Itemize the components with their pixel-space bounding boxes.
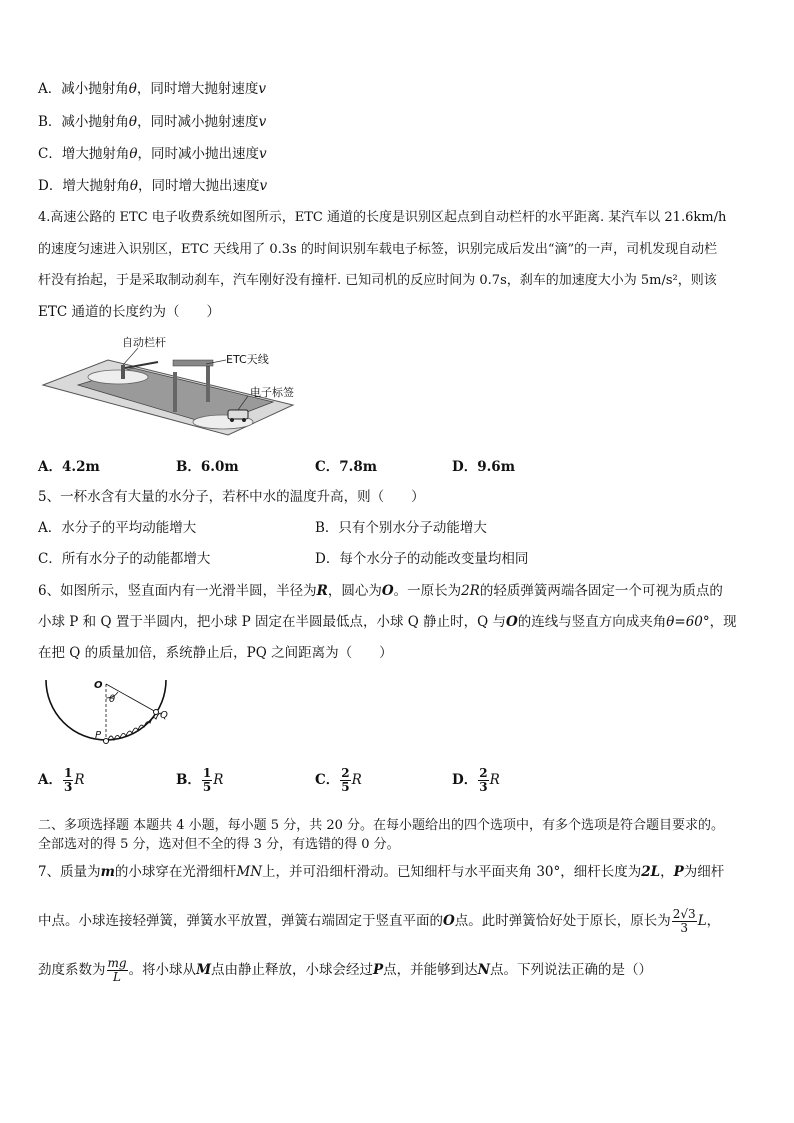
label-theta: θ — [109, 694, 116, 705]
gate-pole — [121, 365, 125, 379]
antenna-gantry — [173, 360, 213, 366]
q4-stem-line4: ETC 通道的长度约为（ ） — [38, 304, 220, 320]
q7-stem-line3: 劲度系数为 $\frac{mg}{L}$ 。将小球从M点由静止释放，小球会经过P点，并能够到达N点。下列说法正确的是（） — [38, 956, 653, 984]
q7-stem-line1: 7、质量为m的小球穿在光滑细杆MN上，并可沿细杆滑动。已知细杆与水平面夹角 30°，细杆长度为2L，P为细杆 — [38, 864, 725, 880]
q6-option-b: B． $\frac{1}{5}$ R — [176, 766, 224, 794]
q3-option-c: C．增大抛射角θ，同时减小抛出速度v — [38, 146, 267, 162]
q4-option-d: D．9.6m — [452, 459, 515, 475]
q6-option-c: C． $\frac{2}{5}$ R — [315, 766, 362, 794]
label-o: O — [94, 680, 103, 691]
q5-option-c: C．所有水分子的动能都增大 — [38, 551, 211, 567]
ball-q — [154, 710, 159, 715]
section2-heading-line2: 全部选对的得 5 分，选对但不全的得 3 分，有选错的得 0 分。 — [38, 837, 400, 852]
q4-option-c: C．7.8m — [315, 459, 378, 475]
q5-stem: 5、一杯水含有大量的水分子，若杯中水的温度升高，则（ ） — [38, 489, 425, 505]
q6-stem-line1: 6、如图所示，竖直面内有一光滑半圆，半径为R，圆心为O。一原长为2R的轻质弹簧两端各固定一个可视为质点的 — [38, 583, 723, 599]
q4-stem-line1: 4.高速公路的 ETC 电子收费系统如图所示，ETC 通道的长度是识别区起点到自动栏杆的水平距离. 某汽车以 21.6km/h — [38, 210, 727, 225]
label-p: P — [95, 730, 102, 741]
q6-stem-line2: 小球 P 和 Q 置于半圆内，把小球 P 固定在半圆最低点，小球 Q 静止时，Q 与O的连线与竖直方向成夹角θ=60°，现 — [38, 614, 737, 630]
q4-option-b: B．6.0m — [176, 459, 239, 475]
q6-stem-line3: 在把 Q 的质量加倍，系统静止后，PQ 之间距离为（ ） — [38, 645, 393, 661]
q4-stem-line2: 的速度匀速进入识别区，ETC 天线用了 0.3s 的时间识别车载电子标签，识别完成后发出“滴”的一声，司机发现自动栏 — [38, 242, 718, 257]
q5-option-d: D．每个水分子的动能改变量均相同 — [315, 551, 529, 567]
label-gate: 自动栏杆 — [122, 336, 166, 349]
label-antenna: ETC天线 — [226, 353, 269, 366]
section2-heading-line1: 二、多项选择题 本题共 4 小题，每小题 5 分，共 20 分。在每小题给出的四个选项中，有多个选项是符合题目要求的。 — [38, 818, 725, 833]
ball-p — [104, 739, 109, 744]
semicircle-figure — [38, 672, 173, 752]
q4-stem-line3: 杆没有抬起，于是采取制动刹车，汽车刚好没有撞杆. 已知司机的反应时间为 0.7s，刹车的加速度大小为 5m/s²，则该 — [38, 273, 717, 288]
car — [228, 410, 248, 419]
q3-option-d: D．增大抛射角θ，同时增大抛出速度v — [38, 178, 268, 194]
q3-option-b: B．减小抛射角θ，同时减小抛射速度v — [38, 114, 267, 130]
spring — [108, 713, 162, 740]
q5-option-b: B．只有个别水分子动能增大 — [315, 520, 487, 536]
q6-option-a: A． $\frac{1}{3}$ R — [38, 766, 85, 794]
q5-option-a: A．水分子的平均动能增大 — [38, 520, 197, 536]
q7-stem-line2: 中点。小球连接轻弹簧，弹簧水平放置，弹簧右端固定于竖直平面的O点。此时弹簧恰好处于原长，原长为 $\frac{2√3}{3}$ L， — [38, 907, 721, 935]
q4-option-a: A．4.2m — [38, 459, 100, 475]
etc-figure — [38, 330, 298, 445]
q6-option-d: D． $\frac{2}{3}$ R — [452, 766, 500, 794]
label-tag: 电子标签 — [250, 386, 294, 399]
q3-option-a: A．减小抛射角θ，同时增大抛射速度v — [38, 81, 267, 97]
label-q: Q — [160, 710, 168, 721]
